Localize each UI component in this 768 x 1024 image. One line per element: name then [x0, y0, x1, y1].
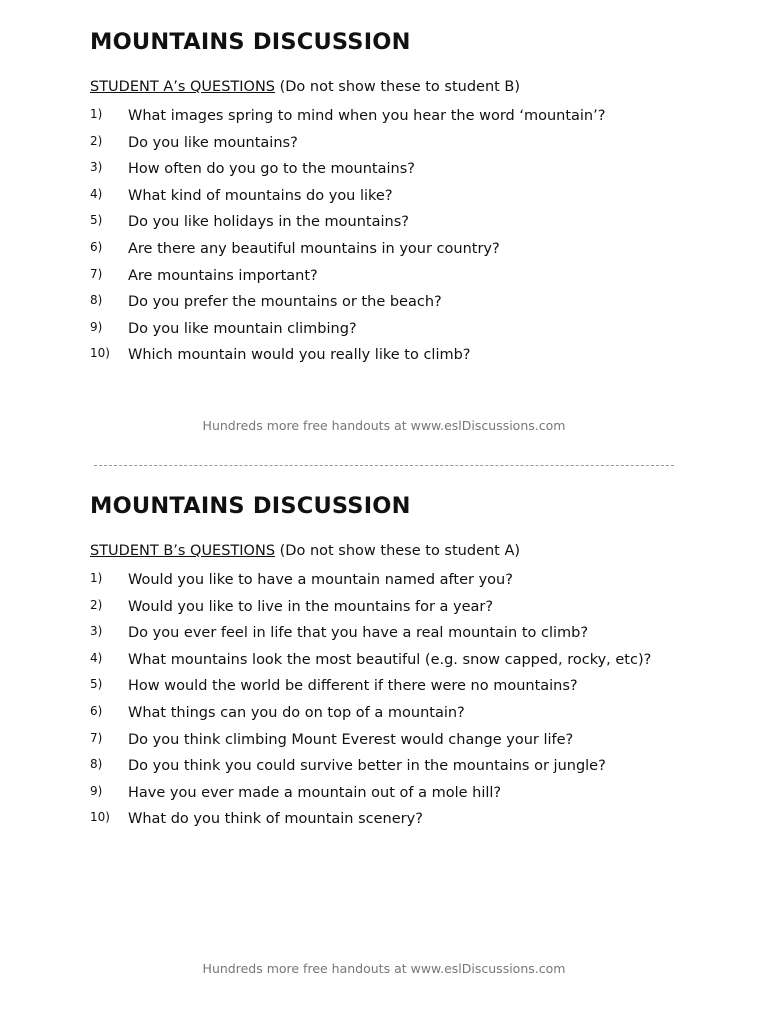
subheading-note: (Do not show these to student A): [279, 543, 521, 559]
question-text: Do you like mountains?: [128, 134, 298, 151]
section-subheading: [90, 77, 678, 97]
question-text: Do you like holidays in the mountains?: [128, 214, 409, 231]
page-title: MOUNTAINS DISCUSSION: [90, 29, 411, 55]
question-item: [90, 757, 678, 775]
subheading-label: STUDENT B’s QUESTIONS: [90, 543, 276, 559]
question-number: 9): [90, 783, 103, 798]
question-text: How often do you go to the mountains?: [128, 161, 415, 178]
question-item: [90, 677, 678, 695]
question-number: 6): [90, 703, 103, 718]
question-item: [90, 624, 678, 642]
question-text: Have you ever made a mountain out of a mole hill?: [128, 784, 502, 801]
question-item: [90, 731, 678, 749]
question-text: Do you think you could survive better in the mountains or jungle?: [128, 758, 606, 775]
question-number: 5): [90, 677, 103, 692]
student-b-section: [90, 492, 678, 837]
question-number: 6): [90, 239, 103, 254]
question-item: [90, 784, 678, 802]
question-number: 1): [90, 571, 103, 585]
question-number: 3): [90, 160, 103, 175]
question-number: 3): [90, 624, 103, 639]
question-number: 10): [90, 346, 110, 361]
question-item: [90, 571, 678, 589]
question-item: [90, 134, 678, 152]
question-item: [90, 810, 678, 828]
question-text: What kind of mountains do you like?: [128, 187, 393, 204]
question-text: Do you ever feel in life that you have a real mountain to climb?: [128, 625, 589, 642]
question-number: 1): [90, 107, 103, 121]
question-number: 7): [90, 266, 103, 281]
question-text: Are mountains important?: [128, 267, 318, 284]
question-item: [90, 704, 678, 722]
question-number: 9): [90, 319, 103, 334]
question-text: What mountains look the most beautiful (e.g. snow capped, rocky, etc)?: [128, 651, 652, 668]
cut-line-divider: [94, 465, 674, 466]
question-item: [90, 346, 678, 364]
question-number: 7): [90, 730, 103, 745]
question-item: [90, 240, 678, 258]
question-item: [90, 320, 678, 338]
question-text: Which mountain would you really like to climb?: [128, 347, 471, 364]
question-item: [90, 267, 678, 285]
question-list: [90, 107, 678, 364]
question-text: Do you prefer the mountains or the beach?: [128, 294, 442, 311]
question-number: 4): [90, 650, 103, 665]
question-item: [90, 160, 678, 178]
student-a-section: [90, 28, 678, 373]
question-number: 10): [90, 810, 110, 825]
question-number: 2): [90, 133, 103, 148]
page-title: MOUNTAINS DISCUSSION: [90, 493, 411, 519]
question-text: What images spring to mind when you hear the word ‘mountain’?: [128, 108, 606, 124]
question-item: [90, 651, 678, 669]
question-item: [90, 107, 678, 125]
question-number: 4): [90, 186, 103, 201]
question-list: [90, 571, 678, 828]
subheading-label: STUDENT A’s QUESTIONS: [90, 79, 275, 95]
footer-text: Hundreds more free handouts at www.eslDiscussions.com: [202, 961, 566, 976]
question-item: [90, 187, 678, 205]
question-item: [90, 213, 678, 231]
question-item: [90, 598, 678, 616]
question-text: Do you like mountain climbing?: [128, 320, 357, 337]
question-text: Are there any beautiful mountains in your country?: [128, 240, 500, 257]
question-text: How would the world be different if there were no mountains?: [128, 678, 578, 695]
footer-text: Hundreds more free handouts at www.eslDiscussions.com: [202, 418, 566, 433]
question-item: [90, 293, 678, 311]
question-text: What things can you do on top of a mountain?: [128, 704, 465, 721]
question-number: 2): [90, 597, 103, 612]
question-text: Do you think climbing Mount Everest would change your life?: [128, 731, 574, 748]
question-text: What do you think of mountain scenery?: [128, 811, 423, 828]
section-subheading: [90, 541, 678, 561]
subheading-note: (Do not show these to student B): [279, 79, 521, 95]
question-number: 5): [90, 213, 103, 228]
question-number: 8): [90, 757, 103, 772]
question-text: Would you like to live in the mountains for a year?: [128, 598, 494, 615]
question-number: 8): [90, 293, 103, 308]
question-text: Would you like to have a mountain named after you?: [128, 572, 513, 588]
